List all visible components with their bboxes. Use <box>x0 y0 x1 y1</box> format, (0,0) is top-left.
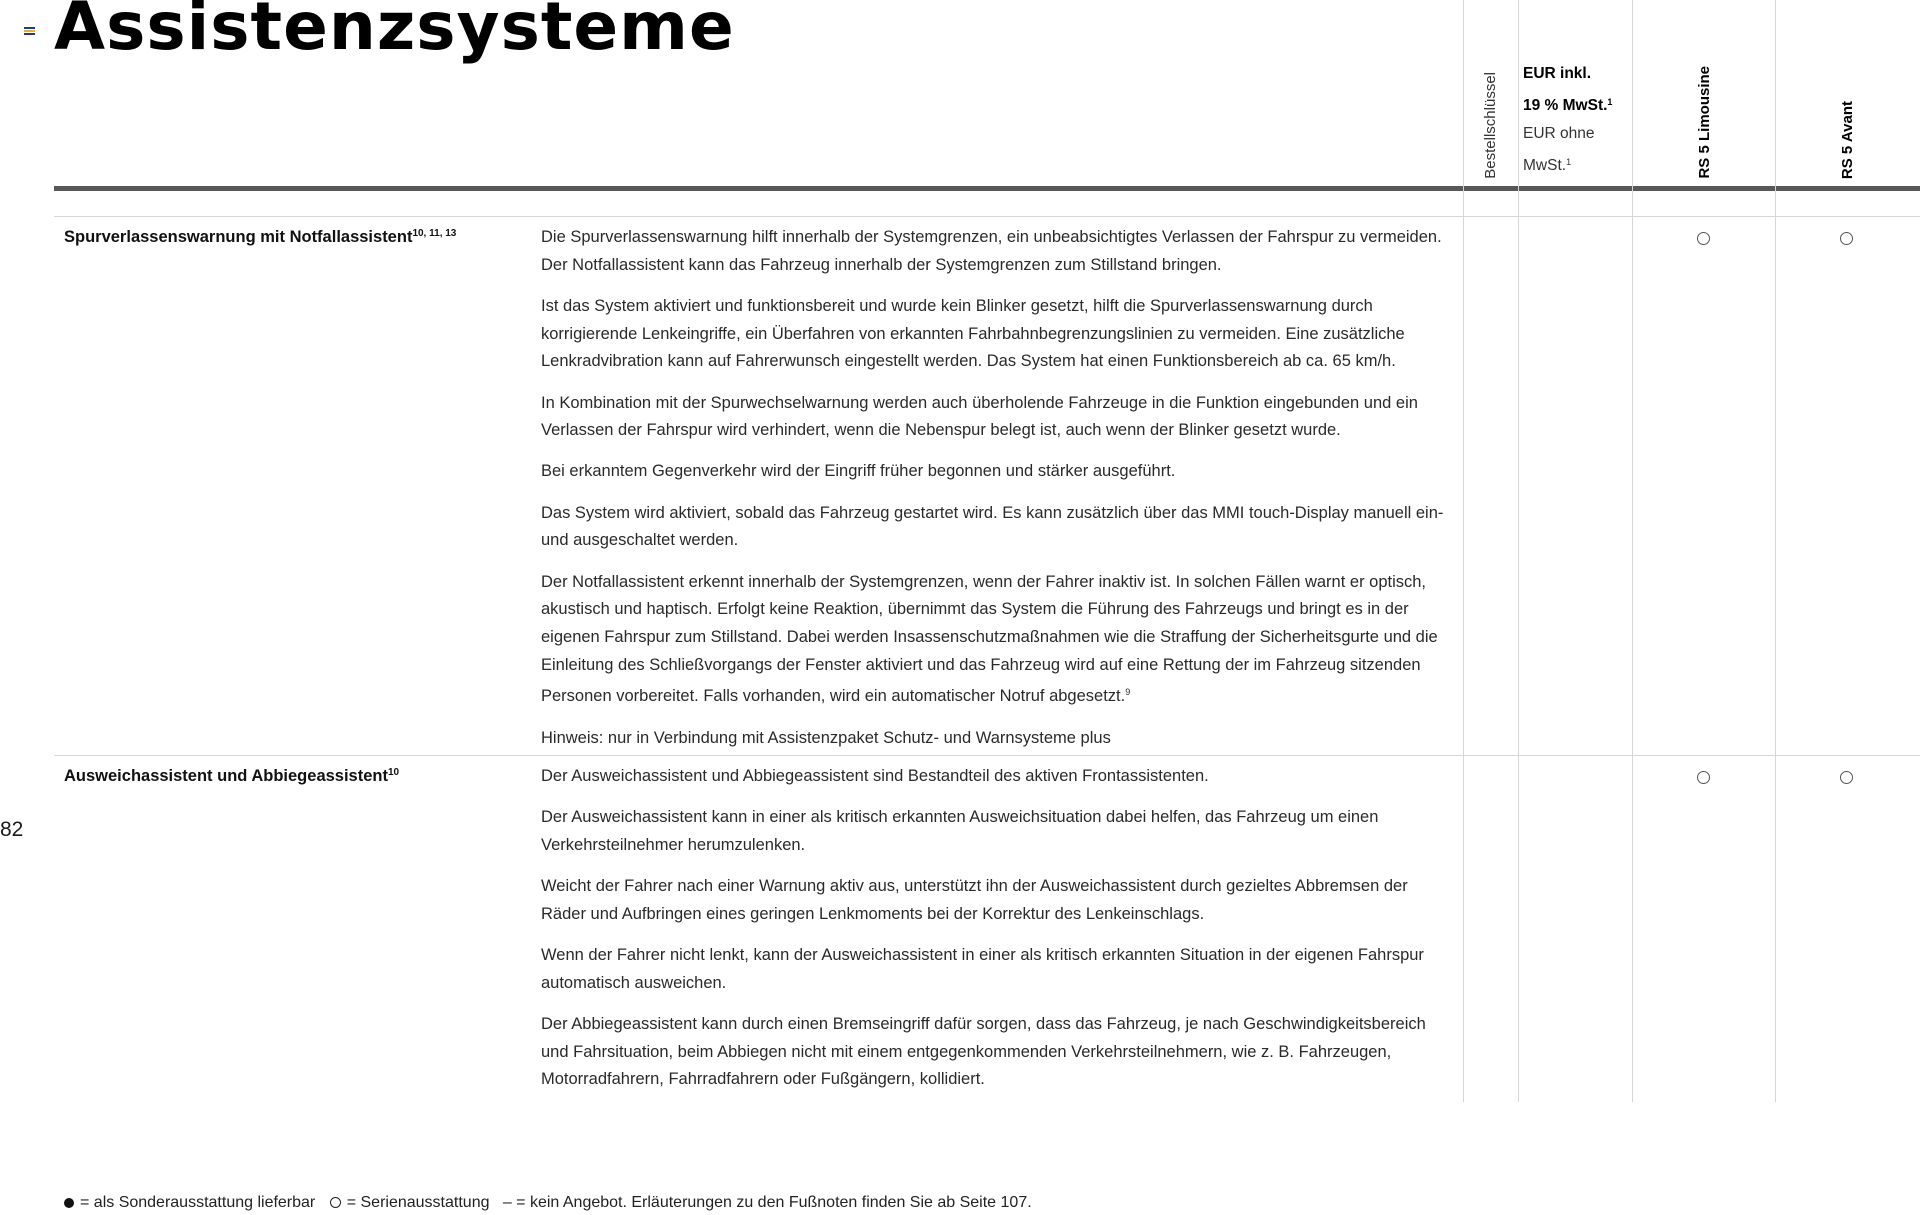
price-incl-vat-label: 19 % MwSt.$^1$ <box>1523 97 1613 114</box>
brand-mark-icon <box>24 27 35 35</box>
brand-mark-stripe <box>24 33 35 35</box>
description-paragraph: Bei erkanntem Gegenverkehr wird der Eingriff früher begonnen und stärker ausgeführt. <box>541 462 1176 481</box>
description-paragraph: Hinweis: nur in Verbindung mit Assistenzpaket Schutz- und Warnsysteme plus <box>541 728 1111 747</box>
filled-dot-icon <box>64 1198 74 1208</box>
brand-mark-stripe <box>24 27 35 29</box>
description-paragraph: Weicht der Fahrer nach einer Warnung aktiv aus, unterstützt ihn der Ausweichassistent durch gezieltes Abbremsen der Räder und Aufbringen eines geringen Lenkmoments bei der Korrektur des Lenkeinschlags. <box>541 877 1408 923</box>
brand-mark-stripe <box>24 30 35 32</box>
page-number: 82 <box>0 818 24 841</box>
description-paragraph: Ist das System aktiviert und funktionsbereit und wurde kein Blinker gesetzt, hilft die Spurverlassenswarnung durch korrigierende Lenkeingriffe, ein Überfahren von erkannten Fahrbahnbegrenzungslinien zu vermeiden. Eine zusätzliche Lenkradvibration kann auf Fahrerwunsch eingestellt werden. Das System hat einen Funktionsbereich ab ca. 65 km/h. <box>541 296 1405 371</box>
legend <box>64 1194 1032 1212</box>
description-paragraph: Der Abbiegeassistent kann durch einen Bremseingriff dafür sorgen, dass das Fahrzeug, je nach Geschwindigkeitsbereich und Fahrsituation, beim Abbiegen nicht mit einem entgegenkommenden Verkehrsteilnehmern, wie z. B. Fahrzeugen, Motorradfahrern, Fahrradfahrern oder Fußgängern, kollidiert. <box>541 1014 1426 1089</box>
price-incl-label: EUR inkl. <box>1523 65 1592 82</box>
column-header-bestellschluessel: Bestellschlüssel <box>1482 72 1499 179</box>
page-title: Assistenzsysteme <box>54 0 735 65</box>
feature-description-spurverlassenswarnung <box>541 224 1451 766</box>
column-header-rs5-avant: RS 5 Avant <box>1839 100 1856 179</box>
column-divider <box>1518 0 1519 1102</box>
header-rule <box>54 186 1920 191</box>
row-divider <box>54 216 1920 217</box>
description-paragraph: Der Ausweichassistent und Abbiegeassistent sind Bestandteil des aktiven Frontassistenten. <box>541 767 1209 785</box>
standard-equipment-circle-icon <box>1697 232 1710 245</box>
feature-name-ausweichassistent: Ausweichassistent und Abbiegeassistent$^{10}$ <box>64 767 400 785</box>
description-paragraph: Das System wird aktiviert, sobald das Fahrzeug gestartet wird. Es kann zusätzlich über das MMI touch-Display manuell ein- und ausgeschaltet werden. <box>541 503 1444 550</box>
description-paragraph: In Kombination mit der Spurwechselwarnung werden auch überholende Fahrzeuge in die Funktion eingebunden und ein Verlassen der Fahrspur wird verhindert, wenn die Nebenspur belegt ist, auch wenn der Blinker gesetzt wurde. <box>541 393 1418 440</box>
description-paragraph: Die Spurverlassenswarnung hilft innerhalb der Systemgrenzen, ein unbeabsichtigtes Verlassen der Fahrspur zu vermeiden. Der Notfallassistent kann das Fahrzeug innerhalb der Systemgrenzen zum Stillstand bringen. <box>541 228 1442 274</box>
price-excl-vat-label: MwSt.$^1$ <box>1523 157 1572 174</box>
column-header-rs5-limousine: RS 5 Limousine <box>1696 66 1713 179</box>
standard-equipment-circle-icon <box>1840 771 1853 784</box>
standard-equipment-circle-icon <box>1840 232 1853 245</box>
price-excl-label: EUR ohne <box>1523 125 1595 142</box>
column-divider <box>1775 0 1776 1102</box>
description-paragraph: Der Ausweichassistent kann in einer als kritisch erkannten Ausweichsituation dabei helfen, das Fahrzeug um einen Verkehrsteilnehmer herumzulenken. <box>541 808 1379 854</box>
open-circle-icon <box>330 1197 341 1208</box>
column-header-price <box>1523 60 1633 180</box>
column-divider <box>1463 0 1464 1102</box>
column-divider <box>1632 0 1633 1102</box>
description-paragraph: Wenn der Fahrer nicht lenkt, kann der Ausweichassistent in einer als kritisch erkannten Situation in der eigenen Fahrspur automatisch ausweichen. <box>541 946 1424 992</box>
legend-standard: = Serienausstattung <box>346 1194 490 1211</box>
legend-none: – = kein Angebot. Erläuterungen zu den Fußnoten finden Sie ab Seite 107. <box>502 1194 1032 1211</box>
standard-equipment-circle-icon <box>1697 771 1710 784</box>
feature-name-spurverlassenswarnung: Spurverlassenswarnung mit Notfallassistent$^{10, 11, 13}$ <box>64 228 457 246</box>
feature-description-ausweichassistent <box>541 763 1451 1108</box>
description-paragraph: Der Notfallassistent erkennt innerhalb der Systemgrenzen, wenn der Fahrer inaktiv ist. In solchen Fällen warnt er optisch, akustisch und haptisch. Erfolgt keine Reaktion, übernimmt das System die Führung des Fahrzeugs und bringt es in der eigenen Fahrspur zum Stillstand. Dabei werden Insassenschutzmaßnahmen wie die Straffung der Sicherheitsgurte und die Einleitung des Schließvorgangs der Fenster aktiviert und das Fahrzeug wird auf eine Rettung der im Fahrzeug sitzenden Personen vorbereitet. Falls vorhanden, wird ein automatischer Notruf abgesetzt.$^9$ <box>541 572 1438 706</box>
legend-optional: = als Sonderausstattung lieferbar <box>80 1194 316 1211</box>
